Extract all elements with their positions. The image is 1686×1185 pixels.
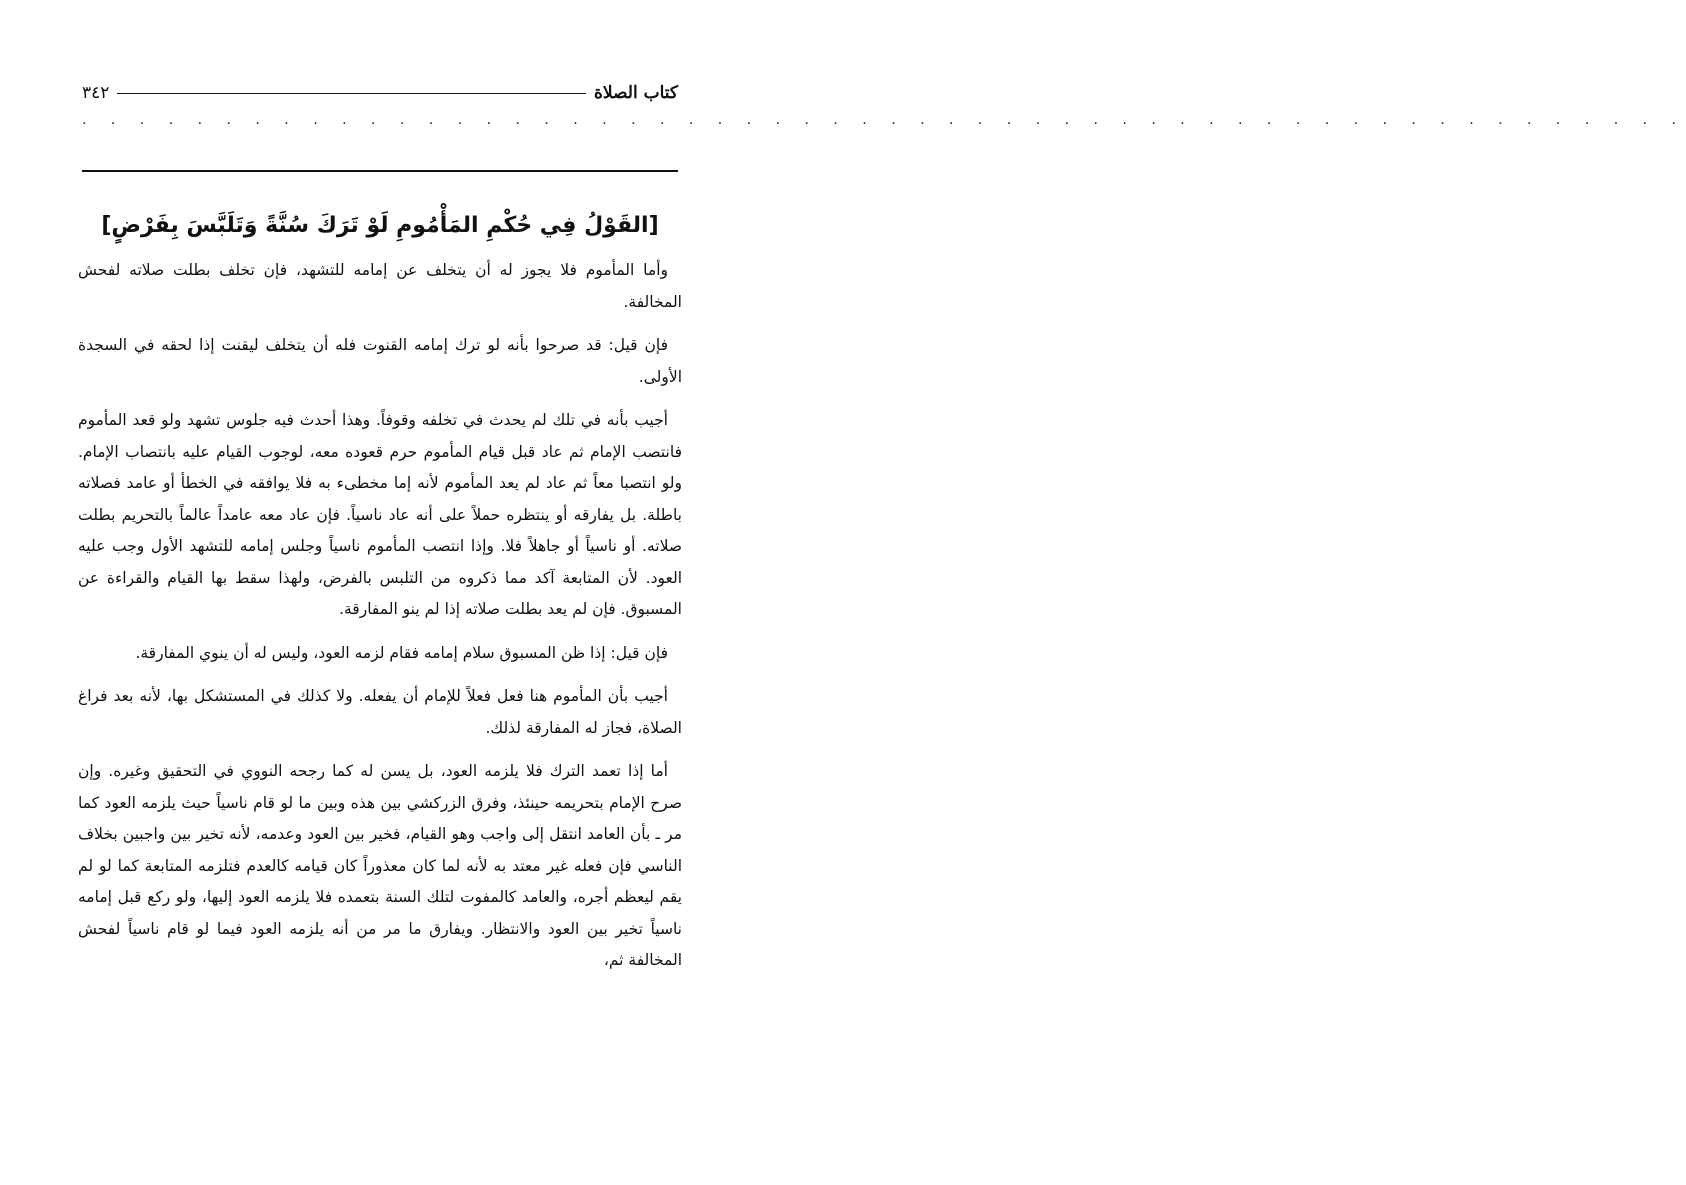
book-title: كتاب الصلاة (593, 83, 678, 103)
paragraph-4: فإن قيل: إذا ظن المسبوق سلام إمامه فقام لزمه العود، وليس له أن ينوي المفارقة. (135, 643, 668, 662)
header-rule (117, 93, 586, 94)
body-text (78, 255, 682, 989)
paragraph-2: فإن قيل: قد صرحوا بأنه لو ترك إمامه القنوت فله أن يتخلف ليقنت إذا لحقه في السجدة الأولى. (78, 336, 682, 386)
running-header (82, 78, 678, 108)
horizontal-separator (82, 170, 678, 172)
dotted-line: . . . . . . . . . . . . . . . . . . . . . . . . . . . . . . . . . . . . . . . . . . . . . . . . . . . . . . . . (82, 112, 1686, 128)
page-number: ٣٤٢ (82, 83, 110, 103)
paragraph-1: وأما المأموم فلا يجوز له أن يتخلف عن إمامه للتشهد، فإن تخلف بطلت صلاته لفحش المخالفة. (78, 261, 682, 311)
paragraph-3: أجيب بأنه في تلك لم يحدث في تخلفه وقوفاً. وهذا أحدث فيه جلوس تشهد ولو قعد المأموم فانتصب الإمام ثم عاد قبل قيام المأموم حرم قعوده معه، لوجوب القيام عليه بانتصاب الإمام. ولو انتصبا معاً ثم عاد لم يعد المأموم لأنه إما مخطىء به فلا يوافقه في الخطأ أو عامد فصلاته باطلة. بل يفارقه أو ينتظره حملاً على أنه عاد ناسياً. فإن عاد معه عامداً عالماً بالتحريم بطلت صلاته. أو ناسياً أو جاهلاً فلا. وإذا انتصب المأموم ناسياً وجلس إمامه للتشهد الأول وجب عليه العود. لأن المتابعة آكد مما ذكروه من التلبس بالفرض، ولهذا سقط بها القيام والقراءة عن المسبوق. فإن لم يعد بطلت صلاته إذا لم ينو المفارقة. (78, 411, 682, 618)
section-title: [القَوْلُ فِي حُكْمِ المَأْمُومِ لَوْ تَرَكَ سُنَّةً وَتَلَبَّسَ بِفَرْضٍ] (101, 213, 659, 238)
paragraph-6: أما إذا تعمد الترك فلا يلزمه العود، بل يسن له كما رجحه النووي في التحقيق وغيره. وإن صرح الإمام بتحريمه حينئذ، وفرق الزركشي بين هذه وبين ما لو قام ناسياً حيث يلزمه العود كما مر ـ بأن العامد انتقل إلى واجب وهو القيام، فخير بين العود وعدمه، لأنه تخير بين واجبين بخلاف الناسي فإن فعله غير معتد به لأنه لما كان معذوراً كان قيامه كالعدم فتلزمه المتابعة كما لو لم يقم ليعظم أجره، والعامد كالمفوت لتلك السنة بتعمده فلا يلزمه العود إليها، ولو ركع قبل إمامه ناسياً تخير بين العود والانتظار. ويفارق ما مر من أنه يلزمه العود فيما لو قام ناسياً لفحش المخالفة ثم، (78, 762, 682, 969)
paragraph-5: أجيب بأن المأموم هنا فعل فعلاً للإمام أن يفعله. ولا كذلك في المستشكل بها، لأنه بعد فراغ الصلاة، فجاز له المفارقة لذلك. (78, 687, 682, 737)
